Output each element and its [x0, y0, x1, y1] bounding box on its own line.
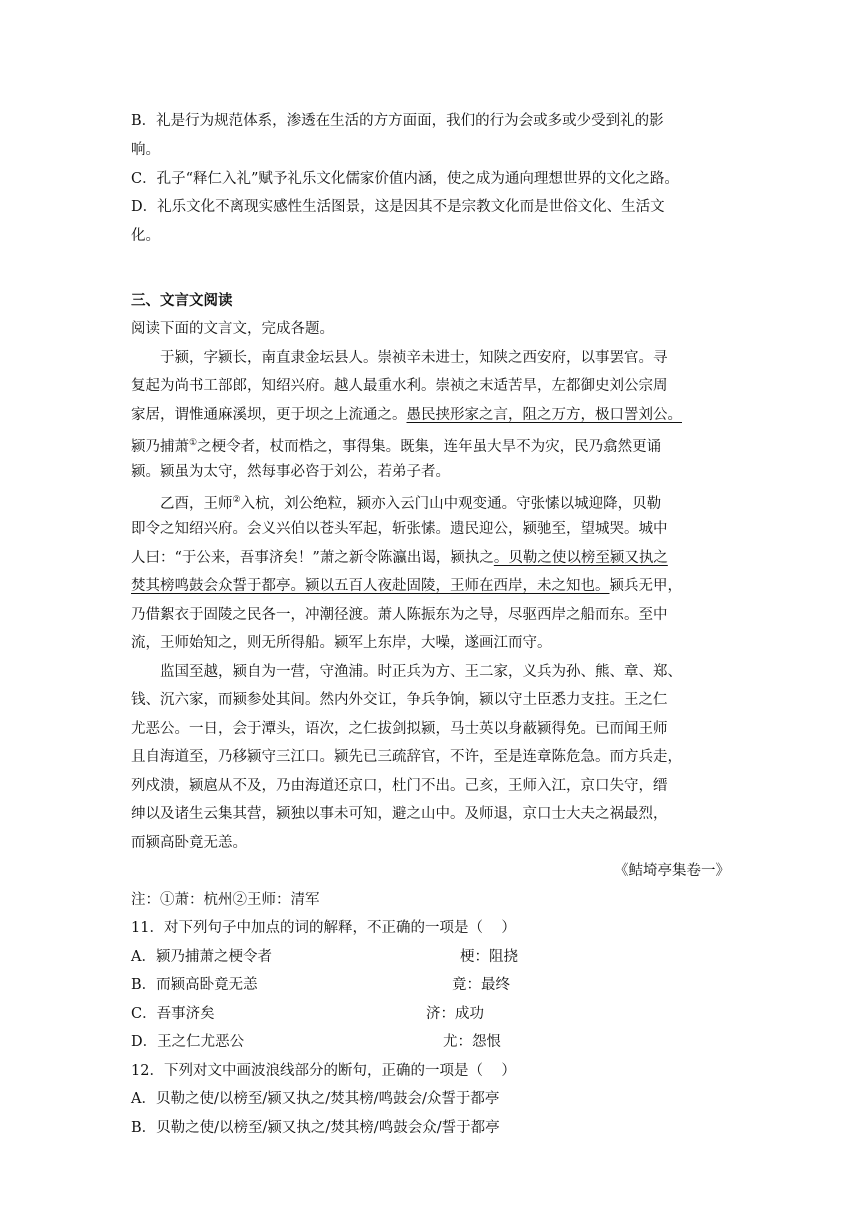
option-c: C．孔子“释仁入礼”赋予礼乐文化儒家价值内涵，使之成为通向理想世界的文化之路。 — [131, 171, 679, 187]
passage-p3-line3: 尤恶公。一日，会于潭头，语次，之仁拔剑拟颍，马士英以身蔽颍得免。已而闻王师 — [131, 721, 668, 737]
passage-p3-line5: 列戍溃，颍扈从不及，乃由海道还京口，杜门不出。己亥，王师入江，京口失守，缙 — [131, 778, 668, 794]
q11-option-a-gloss: 梗：阻挠 — [460, 949, 518, 965]
passage-p1-line3 — [131, 405, 682, 425]
footnote: 注：①萧：杭州②王师：清军 — [131, 892, 320, 908]
passage-p2-line4 — [131, 576, 682, 596]
passage-p1-line1: 于颍，字颍长，南直隶金坛县人。崇祯辛未进士，知陕之西安府，以事罢官。寻 — [160, 350, 668, 366]
passage-p3-line2: 钱、沉六家，而颍参处其间。然内外交讧，争兵争饷，颍以守土臣悉力支拄。王之仁 — [131, 692, 668, 708]
passage-text: 家居，谓惟通麻溪坝，更于坝之上流通之。 — [131, 407, 407, 423]
passage-p1-line2: 复起为尚书工部郎，知绍兴府。越人最重水利。崇祯之末适苦旱，左都御史刘公宗周 — [131, 378, 668, 394]
q11-option-c-gloss: 济：成功 — [426, 1006, 484, 1022]
q12-option-a: A．贝勒之使/以榜至/颍又执之/焚其榜/鸣鼓会/众誓于都亭 — [131, 1091, 500, 1107]
footnote-marker: ② — [232, 495, 241, 505]
passage-p3-line4: 且自海道至，乃移颍守三江口。颍先已三疏辞官，不许，至是连章陈危急。而方兵走， — [131, 749, 682, 765]
passage-p1-line5: 颍。颍虽为太守，然每事必咨于刘公，若弟子者。 — [131, 464, 450, 480]
underlined-sentence: 愚民挟形家之言，阻之万方，极口詈刘公。 — [406, 407, 682, 423]
q12-option-b: B．贝勒之使/以榜至/颍又执之/焚其榜/鸣鼓会众/誓于都亭 — [131, 1120, 500, 1136]
option-d-line2: 化。 — [131, 228, 160, 244]
q11-option-d-gloss: 尤：怨恨 — [443, 1034, 501, 1050]
q11-option-a: A．颍乃捕萧之梗令者 — [131, 949, 272, 965]
passage-p3-line6: 绅以及诸生云集其营，颍独以事未可知，避之山中。及师退，京口士大夫之祸最烈， — [131, 806, 668, 822]
passage-p2-line1 — [160, 490, 661, 514]
wavy-underlined-text: 焚其榜鸣鼓会众誓于都亭 — [131, 578, 291, 594]
q11-option-b-gloss: 竟：最终 — [452, 977, 510, 993]
passage-text: 之梗令者，杖而梏之，事得集。既集，连年虽大旱不为灾，民乃翕然更诵 — [197, 438, 662, 455]
question-11-stem: 11．对下列句子中加点的词的解释，不正确的一项是（ ） — [131, 920, 516, 936]
section-title: 三、文言文阅读 — [131, 293, 233, 309]
footnote-marker: ① — [189, 438, 198, 448]
passage-p2-line3 — [131, 548, 668, 568]
passage-text: 入杭，刘公绝粒，颍亦入云门山中观变通。守张愫以城迎降，贝勒 — [240, 495, 662, 512]
option-b-line1: B．礼是行为规范体系，渗透在生活的方方面面，我们的行为会或多或少受到礼的影 — [131, 113, 664, 129]
passage-p2-line6: 流，王师始知之，则无所得船。颍军上东岸，大噪，遂画江而守。 — [131, 635, 552, 651]
option-d-line1: D．礼乐文化不离现实感性生活图景，这是因其不是宗教文化而是世俗文化、生活文 — [131, 199, 665, 215]
wavy-underlined-text: 。贝勒之使以榜至颍又执之 — [493, 550, 668, 566]
q11-option-b: B．而颍高卧竟无恙 — [131, 977, 258, 993]
passage-p1-line4 — [131, 433, 661, 457]
option-b-line2: 响。 — [131, 142, 160, 158]
passage-p3-line1: 监国至越，颍自为一营，守渔浦。时正兵为方、王二家，义兵为孙、熊、章、郑、 — [160, 664, 682, 680]
passage-text: 人曰：“于公来，吾事济矣！”萧之新令陈瀛出谒，颍执之 — [131, 550, 494, 566]
q11-option-c: C．吾事济矣 — [131, 1006, 215, 1022]
q11-option-d: D．王之仁尤恶公 — [131, 1034, 245, 1050]
question-12-stem: 12．下列对文中画波浪线部分的断句，正确的一项是（ ） — [131, 1063, 516, 1079]
passage-text: 乙酉，王师 — [160, 495, 233, 512]
passage-p2-line2: 即令之知绍兴府。会义兴伯以苍头军起，斩张愫。遗民迎公，颍驰至，望城哭。城中 — [131, 521, 668, 537]
passage-p3-line7: 而颍高卧竟无恙。 — [131, 835, 247, 851]
passage-p2-line5: 乃借絮衣于固陵之民各一，冲潮径渡。萧人陈振东为之导，尽驱西岸之船而东。至中 — [131, 607, 668, 623]
passage-text: 颍乃捕萧 — [131, 438, 189, 455]
passage-text: 颍兵无甲， — [609, 578, 682, 594]
section-instruction: 阅读下面的文言文，完成各题。 — [131, 321, 334, 337]
source-citation: 《鲒埼亭集卷一》 — [614, 863, 730, 879]
underlined-sentence: 。颍以五百人夜赴固陵，王师在西岸，未之知也。 — [290, 578, 610, 594]
